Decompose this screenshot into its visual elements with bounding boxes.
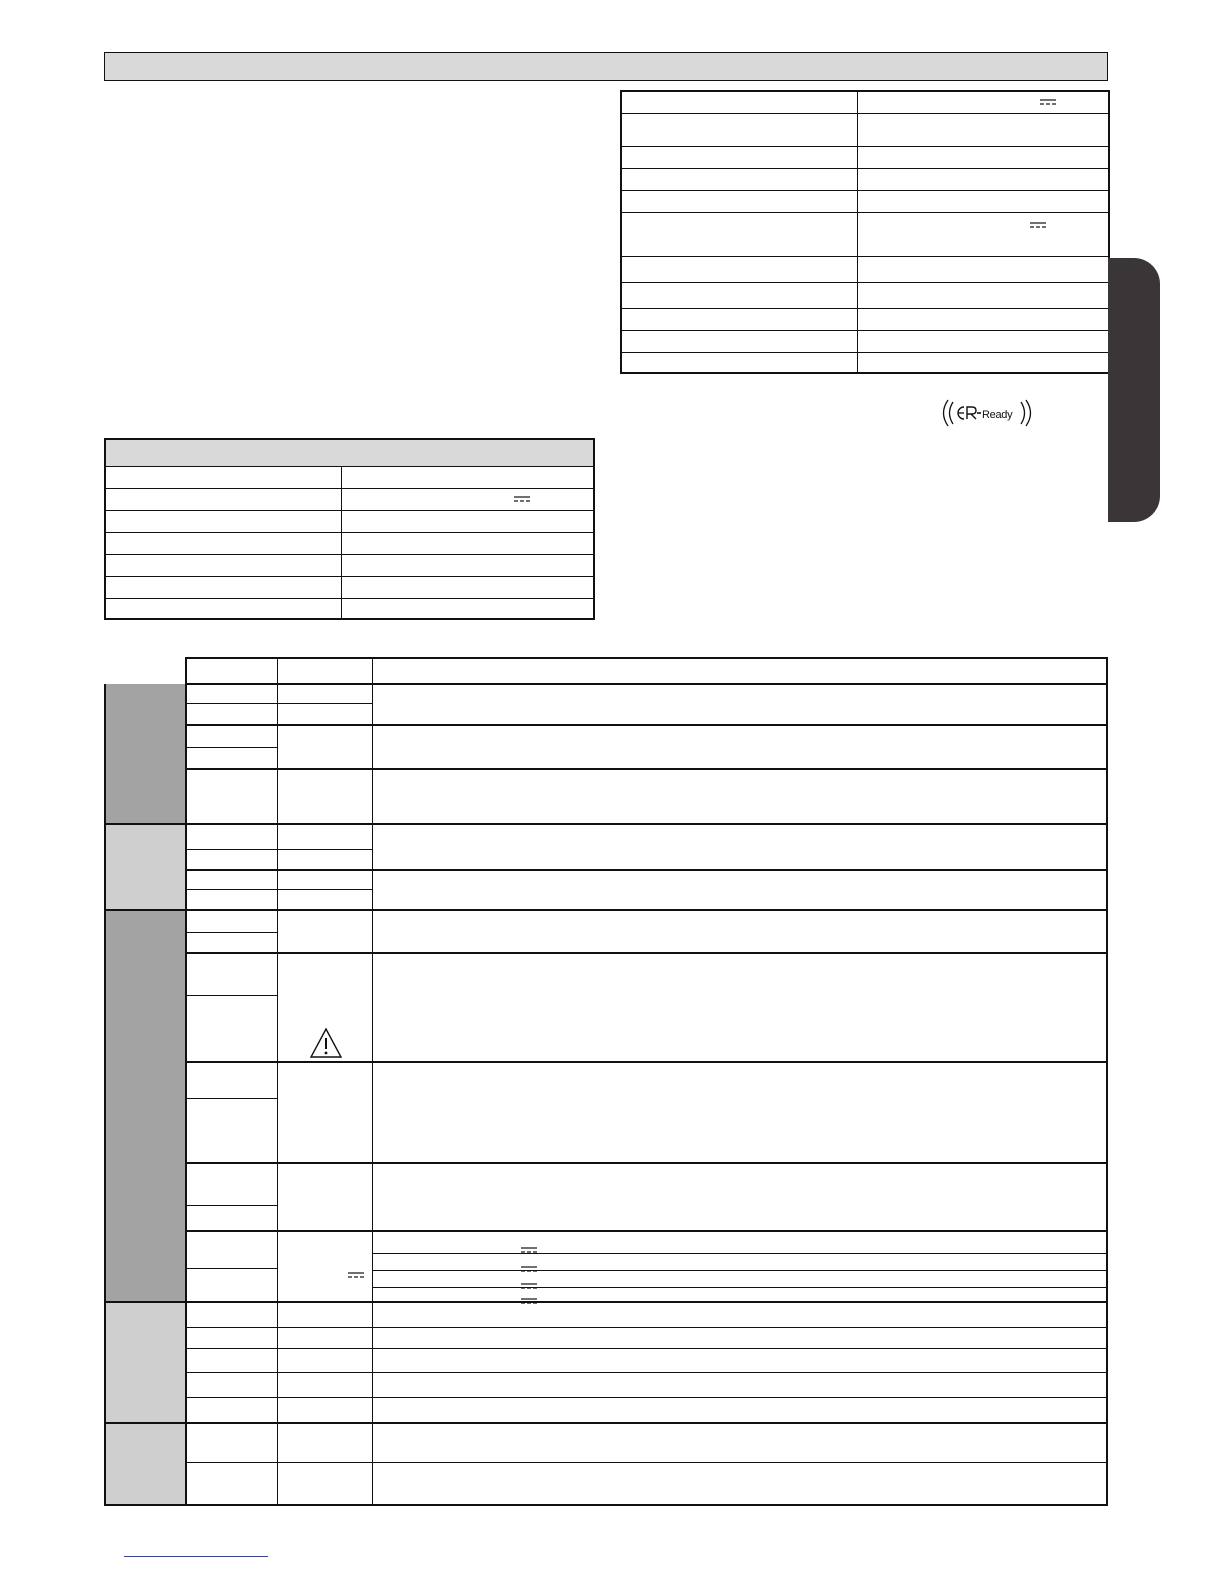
spec-label — [621, 113, 857, 146]
row-divider — [372, 1270, 1108, 1271]
row-divider — [185, 1372, 1108, 1373]
section-title-bar — [104, 52, 1108, 81]
spec-label — [105, 598, 341, 619]
spec-table-right — [620, 90, 1110, 374]
section-side-tab — [1108, 258, 1160, 522]
divider-terminal — [277, 657, 278, 1506]
dc-current-icon — [521, 1276, 537, 1282]
spec-label — [621, 330, 857, 352]
row-block-divider — [185, 952, 1108, 954]
spec-value — [341, 532, 594, 554]
row-divider — [185, 1348, 1108, 1349]
spec-value — [857, 352, 1109, 373]
spec-value — [857, 212, 1109, 256]
spec-value — [857, 330, 1109, 352]
spec-value — [857, 282, 1109, 308]
spec-value — [341, 510, 594, 532]
spec-label — [621, 256, 857, 282]
spec-value — [857, 146, 1109, 168]
spec-value — [341, 598, 594, 619]
spec-label — [621, 91, 857, 113]
row-divider — [372, 1253, 1108, 1254]
dc-current-icon — [1030, 222, 1046, 228]
row-divider — [185, 889, 372, 890]
spec-label — [621, 168, 857, 190]
row-block-divider — [185, 768, 1108, 770]
terminal-table-header-frame — [185, 657, 1108, 685]
spec-label — [621, 308, 857, 330]
spec-table-left — [104, 438, 595, 620]
row-block-divider — [104, 823, 1108, 825]
row-divider — [185, 849, 372, 850]
row-block-divider — [185, 869, 1108, 871]
spec-value — [857, 256, 1109, 282]
dc-current-icon — [521, 1291, 537, 1297]
row-divider — [185, 747, 277, 748]
row-divider — [185, 1268, 277, 1269]
row-divider — [185, 995, 277, 996]
spec-table-header — [105, 439, 594, 466]
spec-value — [857, 113, 1109, 146]
terminal-table-frame — [104, 684, 1108, 1506]
row-block-divider — [104, 1301, 1108, 1303]
row-block-divider — [104, 909, 1108, 911]
row-block-divider — [104, 1422, 1108, 1424]
row-block-divider — [185, 1230, 1108, 1232]
dc-current-icon — [521, 1259, 537, 1265]
row-divider — [185, 703, 372, 704]
dc-current-icon — [521, 1240, 537, 1246]
terminal-table — [104, 657, 1108, 1506]
spec-label — [621, 212, 857, 256]
row-divider — [185, 932, 277, 933]
spec-label — [621, 282, 857, 308]
divider-type — [372, 657, 373, 1506]
footer-link-underline — [124, 1556, 268, 1557]
spec-label — [621, 190, 857, 212]
spec-value — [857, 308, 1109, 330]
dc-current-icon — [348, 1265, 364, 1271]
spec-label — [105, 510, 341, 532]
spec-value — [341, 466, 594, 488]
svg-text:Ready: Ready — [982, 409, 1013, 421]
spec-label — [621, 146, 857, 168]
spec-value — [341, 576, 594, 598]
dc-current-icon — [514, 496, 530, 502]
spec-value — [341, 554, 594, 576]
spec-label — [105, 576, 341, 598]
spec-value — [857, 168, 1109, 190]
spec-value — [857, 91, 1109, 113]
spec-label — [105, 466, 341, 488]
row-divider — [185, 1098, 277, 1099]
spec-label — [105, 488, 341, 510]
row-block-divider — [185, 1061, 1108, 1063]
spec-label — [105, 554, 341, 576]
row-divider — [185, 1397, 1108, 1398]
row-divider — [185, 1327, 1108, 1328]
divider-group — [185, 657, 187, 1506]
spec-value — [341, 488, 594, 510]
spec-value — [857, 190, 1109, 212]
row-divider — [185, 1205, 277, 1206]
row-divider — [185, 1462, 1108, 1463]
dc-current-icon — [1040, 99, 1056, 105]
row-block-divider — [185, 1162, 1108, 1164]
warning-triangle-icon — [309, 1027, 343, 1059]
spec-label — [105, 532, 341, 554]
er-ready-logo — [938, 398, 1036, 428]
row-block-divider — [185, 724, 1108, 726]
spec-label — [621, 352, 857, 373]
row-divider — [372, 1287, 1108, 1288]
